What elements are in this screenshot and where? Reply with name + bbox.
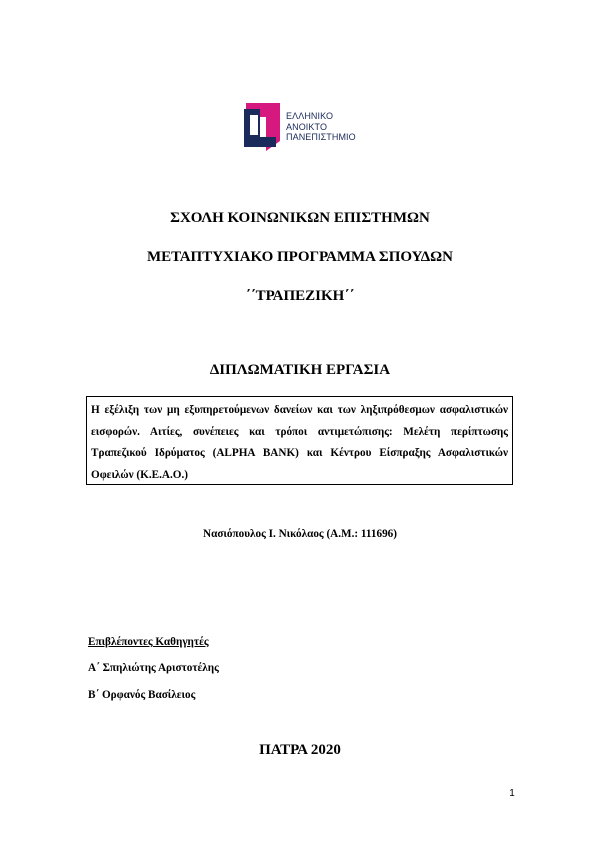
- supervisor-first: Α΄ Σπηλιώτης Αριστοτέλης: [88, 662, 219, 674]
- page-number: 1: [509, 788, 515, 799]
- university-logo: [244, 103, 384, 153]
- supervisor-second: Β΄ Ορφανός Βασίλειος: [88, 689, 196, 701]
- school-heading: ΣΧΟΛΗ ΚΟΙΝΩΝΙΚΩΝ ΕΠΙΣΤΗΜΩΝ: [170, 210, 430, 226]
- logo-line-1: ΕΛΛΗΝΙΚΟ: [286, 111, 334, 121]
- supervisors-title: Επιβλέποντες Καθηγητές: [88, 636, 209, 648]
- program-heading: ΜΕΤΑΠΤΥΧΙΑΚΟ ΠΡΟΓΡΑΜΜΑ ΣΠΟΥΔΩΝ: [147, 249, 453, 265]
- logo-line-2: ΑΝΟΙΚΤΟ: [286, 121, 328, 132]
- author-line: Νασιόπουλος Ι. Νικόλαος (Α.Μ.: 111696): [203, 528, 397, 540]
- specialization-heading: ΄΄ΤΡΑΠΕΖΙΚΗ΄΄: [245, 288, 355, 304]
- city-year: ΠΑΤΡΑ 2020: [259, 742, 341, 758]
- university-logo-icon: [244, 103, 282, 151]
- logo-text: [286, 111, 356, 143]
- thesis-title-box: Η εξέλιξη των μη εξυπηρετούμενων δανείων και των ληξιπρόθεσμων ασφαλιστικών εισφορών. Αιτίες, συνέπειες και τρόποι αντιμετώπισης: Μελέτη περίπτωσης Τραπεζικού Ιδρύματος (ALPHA BANK) και Κέντρου Είσπραξης Ασφαλιστικών Οφειλών (Κ.Ε.Α.Ο.): [86, 396, 513, 485]
- thesis-type-heading: ΔΙΠΛΩΜΑΤΙΚΗ ΕΡΓΑΣΙΑ: [209, 362, 391, 378]
- logo-line-3: ΠΑΝΕΠΙΣΤΗΜΙΟ: [286, 132, 356, 142]
